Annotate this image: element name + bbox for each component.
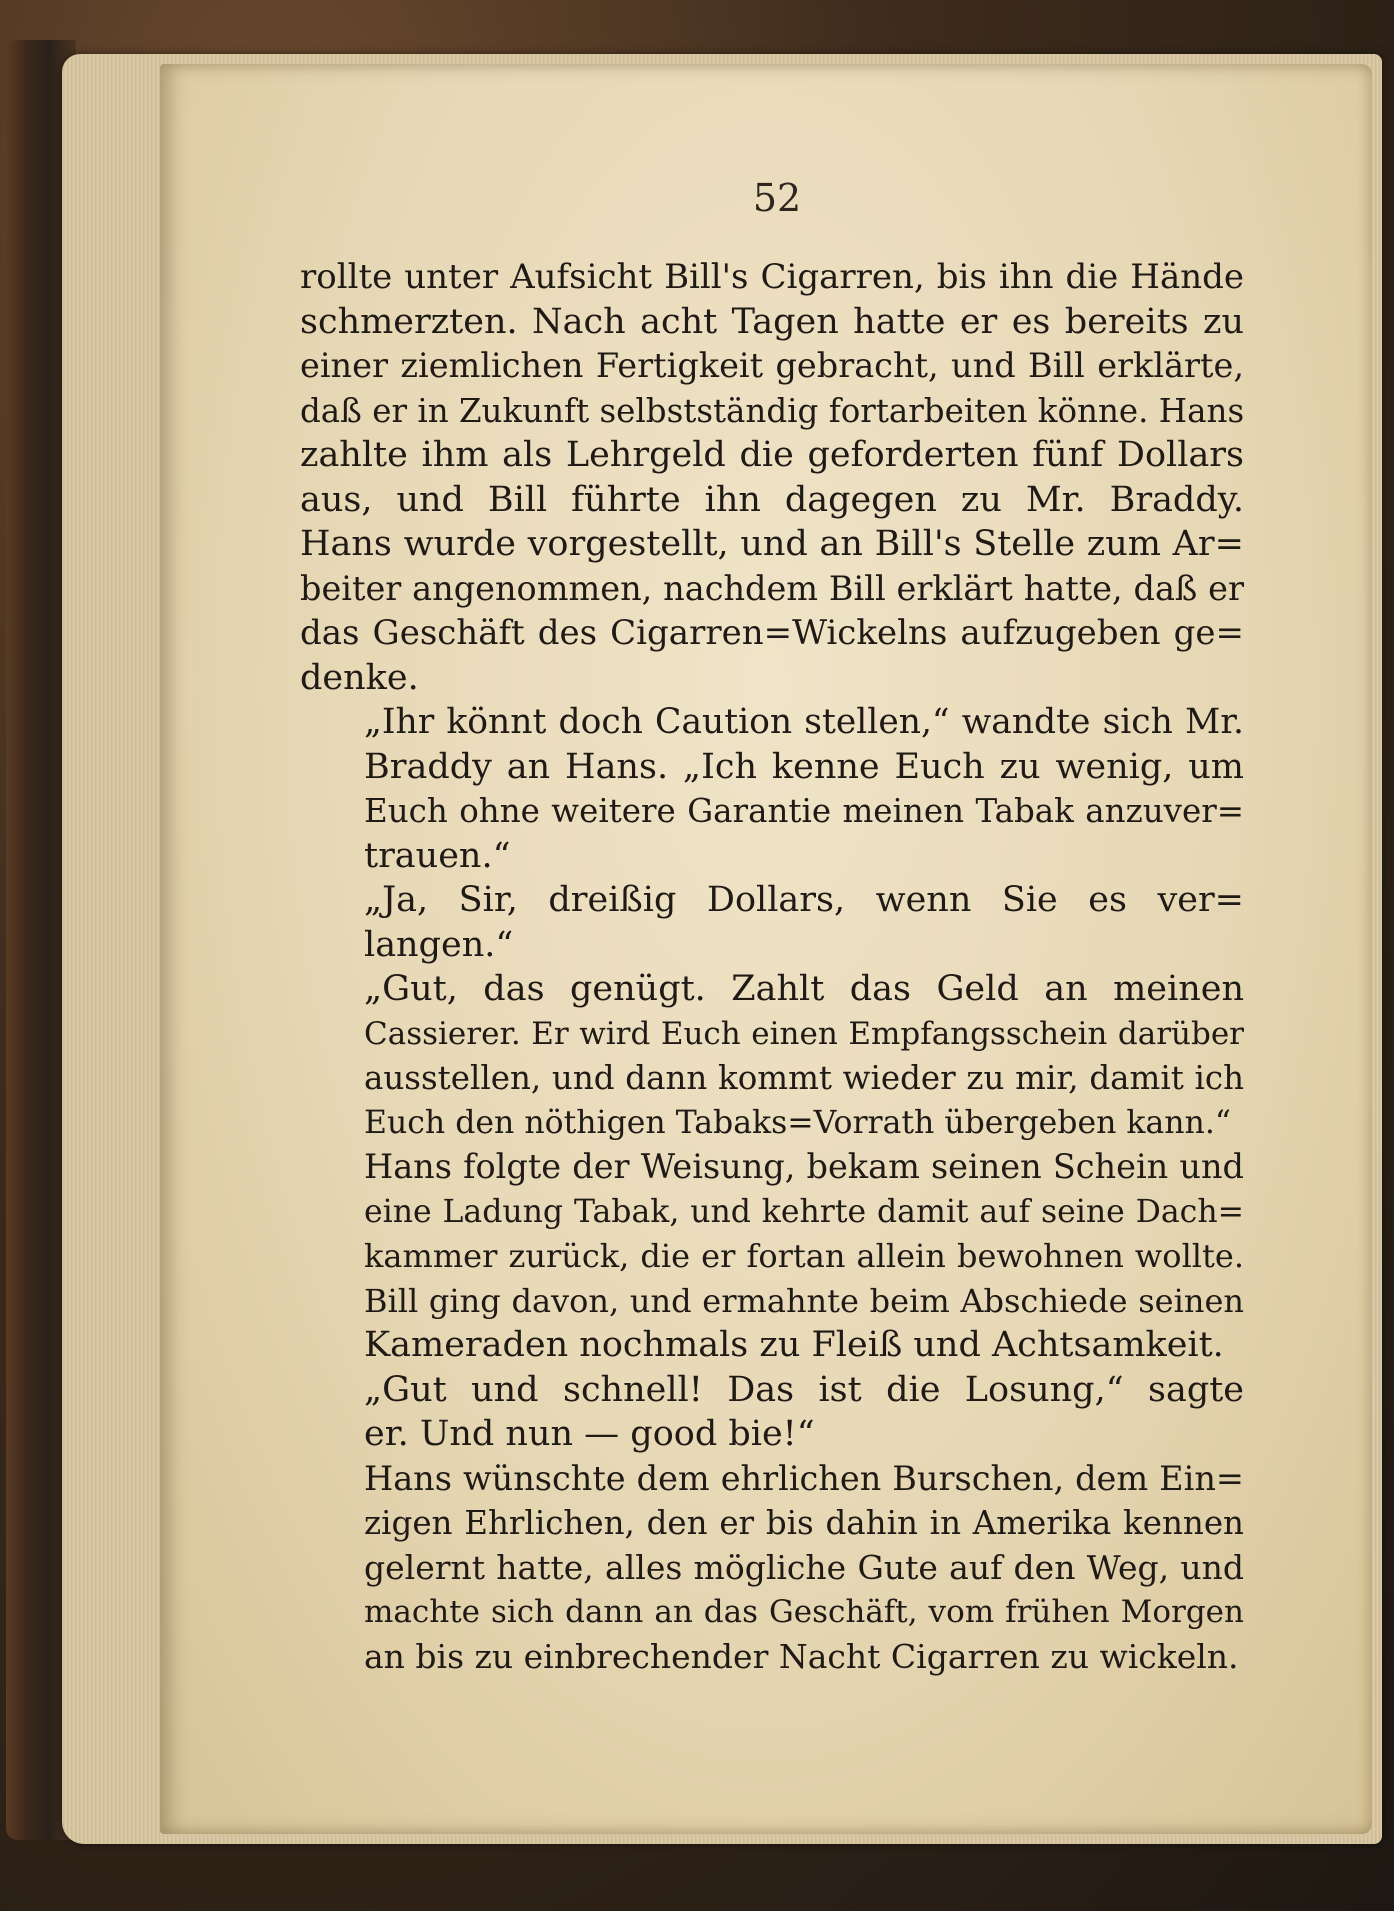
text-line: aus, und Bill führte ihn dagegen zu Mr. Braddy. xyxy=(300,479,1244,520)
text-line: „Ja, Sir, dreißig Dollars, wenn Sie es ver= xyxy=(364,880,1244,920)
text-line: Euch den nöthigen Tabaks=Vorrath übergeben kann.“ xyxy=(364,1104,1231,1141)
text-line: beiter angenommen, nachdem Bill erklärt hatte, daß er xyxy=(300,568,1244,608)
text-line: zahlte ihm als Lehrgeld die geforderten fünf Dollars xyxy=(300,435,1244,475)
page-text xyxy=(300,255,1244,1679)
text-line: das Geschäft des Cigarren=Wickelns aufzugeben ge= xyxy=(300,613,1244,653)
text-line: schmerzten. Nach acht Tagen hatte er es bereits zu xyxy=(300,301,1244,342)
paragraph xyxy=(300,1457,1244,1680)
text-line: langen.“ xyxy=(364,924,514,965)
text-line: Braddy an Hans. „Ich kenne Euch zu wenig, um xyxy=(364,746,1244,787)
paragraph xyxy=(300,1145,1244,1368)
text-line: ausstellen, und dann kommt wieder zu mir, damit ich xyxy=(364,1059,1244,1097)
paragraph xyxy=(300,255,1244,700)
text-line: Euch ohne weitere Garantie meinen Tabak anzuver= xyxy=(364,792,1244,830)
paragraph xyxy=(300,967,1244,1145)
text-line: Hans wurde vorgestellt, und an Bill's Stelle zum Ar= xyxy=(300,524,1244,564)
text-line: rollte unter Aufsicht Bill's Cigarren, bis ihn die Hände xyxy=(300,257,1244,297)
page-number: 52 xyxy=(752,176,802,220)
text-line: daß er in Zukunft selbstständig fortarbeiten könne. Hans xyxy=(300,391,1245,430)
text-line: Cassierer. Er wird Euch einen Empfangsschein darüber xyxy=(364,1015,1244,1052)
text-line: kammer zurück, die er fortan allein bewohnen wollte. xyxy=(364,1237,1244,1275)
text-line: „Gut und schnell! Das ist die Losung,“ sagte xyxy=(364,1369,1244,1410)
text-line: Bill ging davon, und ermahnte beim Abschiede seinen xyxy=(364,1281,1244,1320)
text-line: „Gut, das genügt. Zahlt das Geld an meinen xyxy=(364,969,1244,1009)
paragraph xyxy=(300,700,1244,878)
paragraph xyxy=(300,878,1244,967)
text-line: gelernt hatte, alles mögliche Gute auf den Weg, und xyxy=(364,1547,1244,1587)
text-line: einer ziemlichen Fertigkeit gebracht, und Bill erklärte, xyxy=(300,346,1244,385)
text-line: an bis zu einbrechender Nacht Cigarren zu wickeln. xyxy=(364,1636,1239,1676)
text-line: Hans wünschte dem ehrlichen Burschen, dem Ein= xyxy=(364,1458,1244,1498)
text-line: zigen Ehrlichen, den er bis dahin in Amerika kennen xyxy=(364,1504,1244,1542)
text-line: Hans folgte der Weisung, bekam seinen Schein und xyxy=(364,1147,1244,1186)
text-line: machte sich dann an das Geschäft, vom frühen Morgen xyxy=(364,1594,1244,1630)
text-line: er. Und nun — good bie!“ xyxy=(364,1414,815,1454)
paragraph xyxy=(300,1368,1244,1457)
text-line: Kameraden nochmals zu Fleiß und Achtsamkeit. xyxy=(364,1325,1224,1365)
text-line: eine Ladung Tabak, und kehrte damit auf seine Dach= xyxy=(364,1193,1244,1230)
text-line: trauen.“ xyxy=(364,835,511,876)
text-line: denke. xyxy=(300,657,419,698)
text-line: „Ihr könnt doch Caution stellen,“ wandte sich Mr. xyxy=(364,702,1244,742)
